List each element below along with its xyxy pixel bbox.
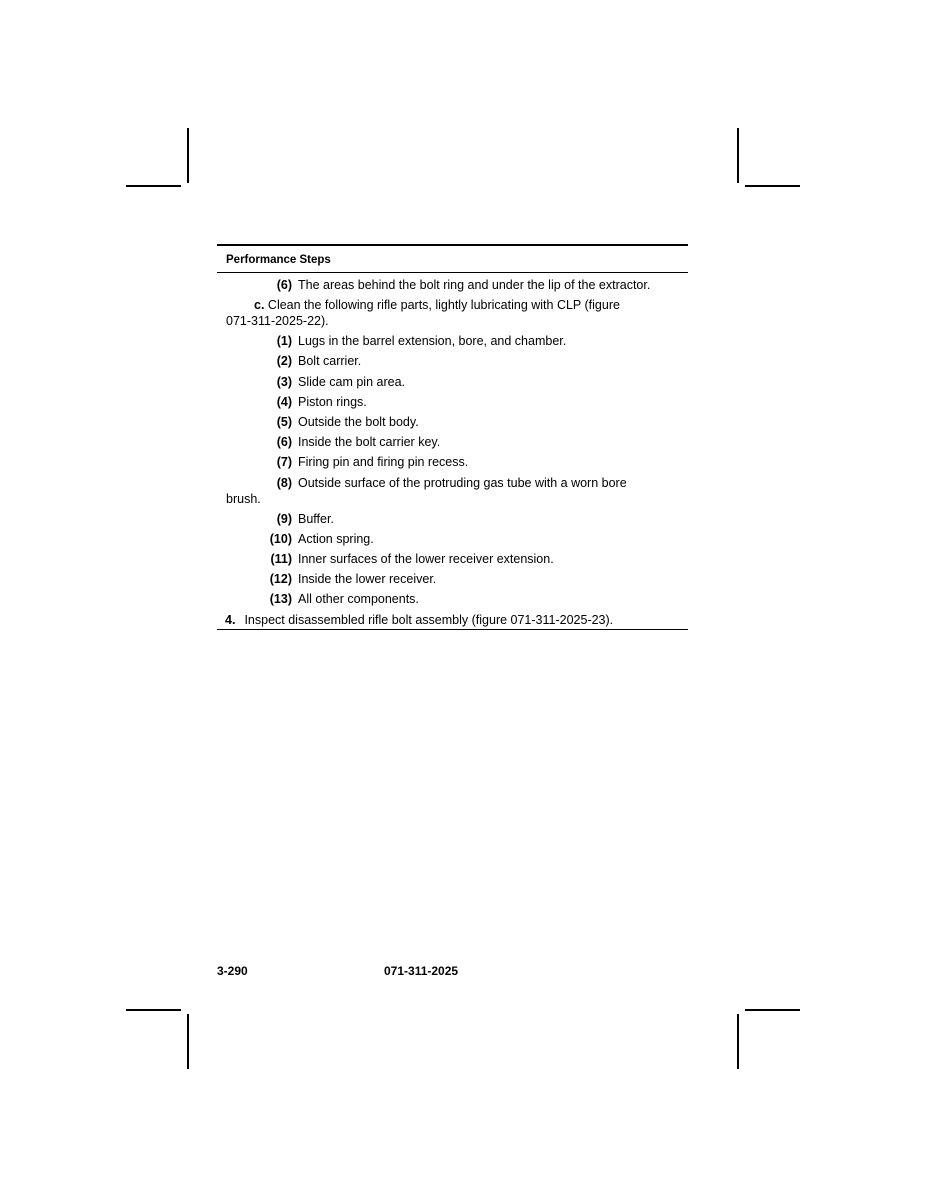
item-number: (3) — [276, 374, 292, 389]
item-number: (9) — [276, 511, 292, 526]
item-text: Action spring. — [298, 531, 374, 546]
list-item — [217, 571, 688, 587]
item-text-line2: brush. — [226, 491, 261, 506]
crop-mark-top-left-horizontal — [126, 185, 181, 187]
step-text-line1: Clean the following rifle parts, lightly lubricating with CLP (figure — [267, 298, 620, 313]
item-text: Buffer. — [298, 511, 334, 526]
item-number: (11) — [270, 552, 292, 567]
list-item — [217, 551, 688, 567]
crop-mark-bottom-left-vertical — [187, 1014, 189, 1069]
item-text: Inside the bolt carrier key. — [298, 435, 441, 450]
list-item — [217, 591, 688, 607]
list-item — [217, 394, 688, 410]
item-text: Inside the lower receiver. — [298, 572, 437, 587]
step-letter: c. — [254, 298, 265, 313]
list-item — [217, 434, 688, 450]
crop-mark-top-right-horizontal — [745, 185, 800, 187]
item-text: Lugs in the barrel extension, bore, and chamber. — [298, 334, 567, 349]
item-number: (7) — [276, 455, 292, 470]
item-text: All other components. — [298, 592, 419, 607]
item-text: Outside the bolt body. — [298, 414, 419, 429]
crop-mark-bottom-right-vertical — [737, 1014, 739, 1069]
item-number: (10) — [269, 531, 292, 546]
item-text: Firing pin and firing pin recess. — [298, 455, 469, 470]
item-text: Bolt carrier. — [298, 354, 362, 369]
step-number: 4. — [225, 612, 236, 627]
item-text: Inner surfaces of the lower receiver extension. — [298, 552, 554, 567]
item-text: Slide cam pin area. — [298, 374, 406, 389]
item-text-line1: Outside surface of the protruding gas tube with a worn bore — [298, 475, 627, 490]
column-header: Performance Steps — [217, 246, 688, 273]
item-number: (6) — [276, 278, 292, 292]
list-item — [217, 511, 688, 527]
item-number: (1) — [276, 334, 292, 349]
item-number: (6) — [276, 435, 292, 450]
list-item — [217, 353, 688, 369]
item-number: (13) — [269, 592, 292, 607]
item-number: (4) — [276, 394, 292, 409]
item-text: The areas behind the bolt ring and under the lip of the extractor. — [298, 278, 651, 292]
step-4 — [217, 612, 688, 630]
list-item — [217, 475, 688, 507]
item-number: (8) — [276, 475, 292, 490]
crop-mark-bottom-right-horizontal — [745, 1009, 800, 1011]
step-c — [217, 297, 688, 329]
list-item — [217, 414, 688, 430]
item-number: (5) — [276, 414, 292, 429]
list-item — [217, 454, 688, 470]
item-number: (12) — [269, 572, 292, 587]
step-text-line2: 071-311-2025-22). — [226, 314, 329, 329]
crop-mark-bottom-left-horizontal — [126, 1009, 181, 1011]
page-number: 3-290 — [217, 964, 248, 978]
list-item — [217, 374, 688, 390]
item-number: (2) — [276, 354, 292, 369]
item-text: Piston rings. — [298, 394, 367, 409]
crop-mark-top-right-vertical — [737, 128, 739, 183]
step-text: Inspect disassembled rifle bolt assembly (figure 071-311-2025-23). — [244, 612, 614, 627]
performance-steps-table — [217, 244, 688, 630]
task-number: 071-311-2025 — [384, 964, 459, 978]
list-item — [217, 333, 688, 349]
list-item — [217, 531, 688, 547]
crop-mark-top-left-vertical — [187, 128, 189, 183]
list-item — [217, 277, 688, 293]
